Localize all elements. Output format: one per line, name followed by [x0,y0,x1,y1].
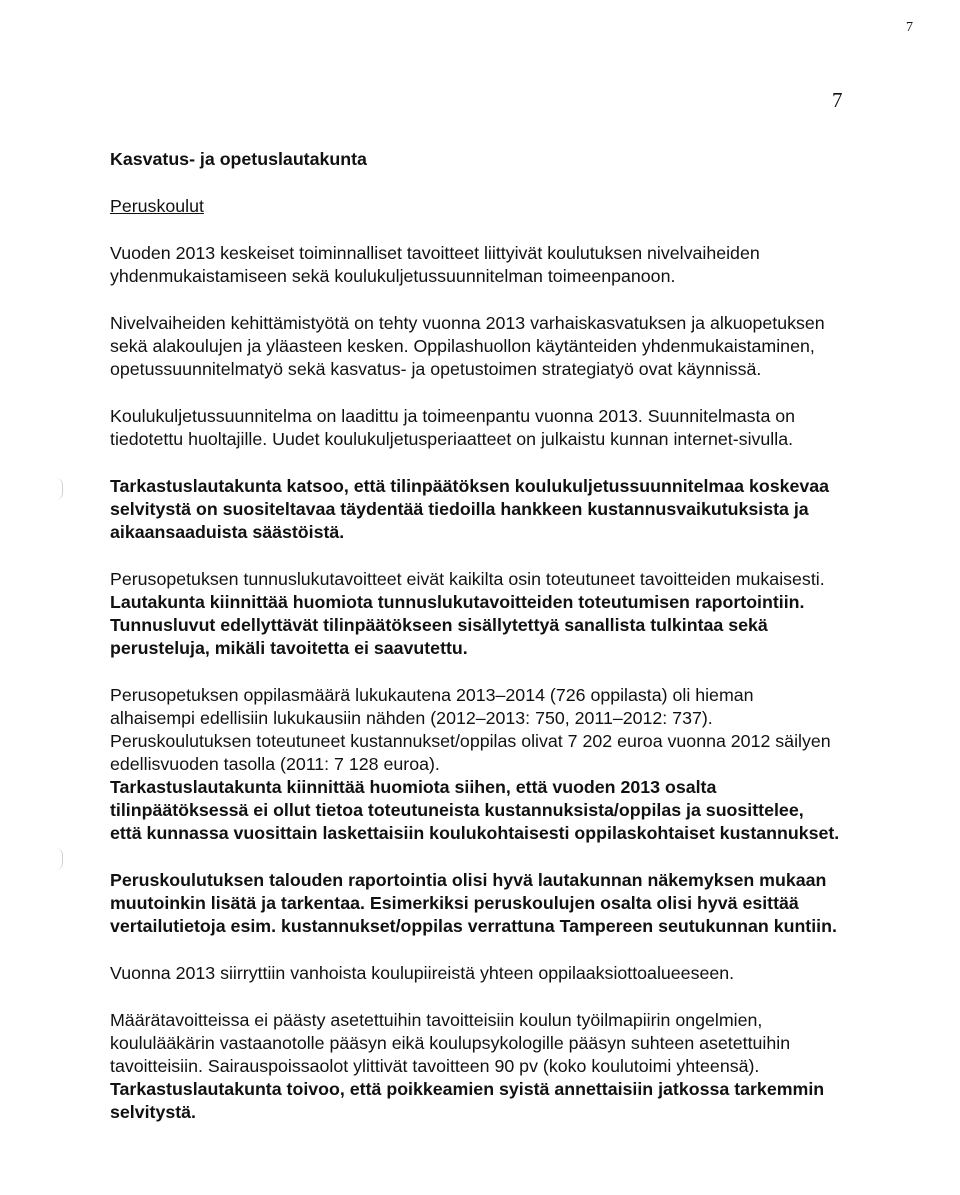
bold-text: Lautakunta kiinnittää huomiota tunnuslukutavoitteiden toteutumisen raportointiin. Tunnusluvut edellyttävät tilinpäätökseen sisällytettyä sanallista tulkintaa sekä perusteluja, mikäli tavoitetta ei saavutettu. [110,592,805,658]
page-number-header: 7 [832,88,843,112]
paragraph-financial-reporting [110,869,840,938]
paragraph-kpi [110,568,840,660]
subsection-heading: Peruskoulut [110,196,204,216]
section-heading: Kasvatus- ja opetuslautakunta [110,149,367,169]
scan-artifact-mark [56,848,63,870]
paragraph-audit-statement-costs [110,776,840,845]
paragraph-audit-statement-transport [110,475,840,544]
bold-text: Tarkastuslautakunta kiinnittää huomiota siihen, että vuoden 2013 osalta tilinpäätöksessä ei ollut tietoa toteutuneista kustannuksista/oppilas ja suosittelee, että kunnassa vuosittain laskettaisiin koulukohtaisesti oppilaskohtaiset kustannukset. [110,777,840,843]
paragraph-costs: Peruskoulutuksen toteutuneet kustannukset/oppilas olivat 7 202 euroa vuonna 2012 säilyen edellisvuoden tasolla (2011: 7 128 euroa). [110,731,831,774]
paragraph-transition-work: Nivelvaiheiden kehittämistyötä on tehty vuonna 2013 varhaiskasvatuksen ja alkuopetuksen sekä alakoulujen ja yläasteen kesken. Oppilashuollon käytänteiden yhdenmukaistaminen, opetussuunnitelmatyö sekä kasvatus- ja opetustoimen strategiatyö ovat käynnissä. [110,313,825,379]
bold-text: Peruskoulutuksen talouden raportointia olisi hyvä lautakunnan näkemyksen mukaan muutoinkin lisätä ja tarkentaa. Esimerkiksi peruskoulujen osalta olisi hyvä esittää vertailutietoja esim. kustannukset/oppilas verrattuna Tampereen seutukunnan kuntiin. [110,870,837,936]
paragraph-transport-plan: Koulukuljetussuunnitelma on laadittu ja toimeenpantu vuonna 2013. Suunnitelmasta on tiedotettu huoltajille. Uudet koulukuljetusperiaatteet on julkaistu kunnan internet-sivulla. [110,406,796,449]
bold-text: Tarkastuslautakunta toivoo, että poikkeamien syistä annettaisiin jatkossa tarkemmin selvitystä. [110,1079,825,1122]
normal-text: Perusopetuksen tunnuslukutavoitteet eivät kaikilta osin toteutuneet tavoitteiden mukaisesti. [110,569,825,589]
normal-text: Määrätavoitteissa ei päästy asetettuihin tavoitteisiin koulun työilmapiirin ongelmien, koululääkärin vastaanotolle pääsyn eikä koulupsykologille pääsyn suhteen asetettuihin tavoitteisiin. Sairauspoissaolot ylittivät tavoitteen 90 pv (koko koulutoimi yhteensä). [110,1010,791,1076]
paragraph-quantity-targets [110,1009,840,1124]
paragraph-school-districts: Vuonna 2013 siirryttiin vanhoista koulupiireistä yhteen oppilaaksiottoalueeseen. [110,963,735,983]
page-number-top: 7 [906,20,913,35]
bold-text: Tarkastuslautakunta katsoo, että tilinpäätöksen koulukuljetussuunnitelmaa koskevaa selvitystä on suositeltavaa täydentää tiedoilla hankkeen kustannusvaikutuksista ja aikaansaaduista säästöistä. [110,476,830,542]
document-body [110,148,840,1148]
paragraph-goals: Vuoden 2013 keskeiset toiminnalliset tavoitteet liittyivät koulutuksen nivelvaiheiden yhdenmukaistamiseen sekä koulukuljetussuunnitelman toimeenpanoon. [110,243,760,286]
scan-artifact-mark [56,478,63,500]
paragraph-pupil-count: Perusopetuksen oppilasmäärä lukukautena 2013–2014 (726 oppilasta) oli hieman alhaisempi edellisiin lukukausiin nähden (2012–2013: 750, 2011–2012: 737). [110,685,754,728]
